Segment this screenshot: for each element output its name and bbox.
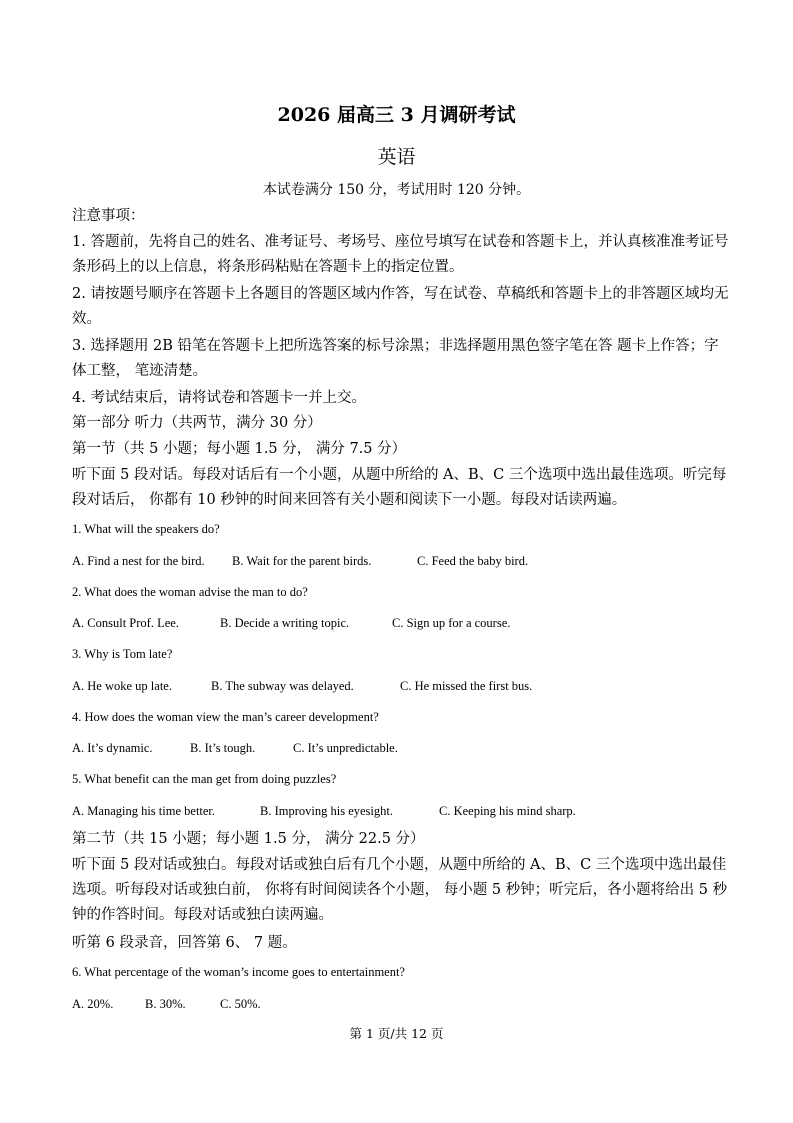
question-2: 2. What does the woman advise the man to do? <box>72 585 308 599</box>
option-b: B. Wait for the parent birds. <box>232 554 372 568</box>
notice-item-1: 1. 答题前，先将自己的姓名、准考证号、考场号、座位号填写在试卷和答题卡上，并认真核准准考证号条形码上的以上信息，将条形码粘贴在答题卡上的指定位置。 <box>72 234 729 275</box>
question-4-options <box>72 741 398 756</box>
page-number: 第 1 页/共 12 页 <box>349 1026 444 1041</box>
option-a: A. It’s dynamic. <box>72 741 153 755</box>
question-5-options <box>72 804 576 819</box>
option-b: B. It’s tough. <box>190 741 256 755</box>
question-4: 4. How does the woman view the man’s career development? <box>72 710 379 724</box>
option-c: C. It’s unpredictable. <box>293 741 398 755</box>
question-3: 3. Why is Tom late? <box>72 647 173 661</box>
exam-title: 2026 届高三 3 月调研考试 <box>277 104 516 126</box>
option-b: B. 30%. <box>145 997 186 1011</box>
section2-heading: 第二节（共 15 小题；每小题 1.5 分， 满分 22.5 分） <box>72 831 425 847</box>
option-a: A. Find a nest for the bird. <box>72 554 205 568</box>
part1-heading: 第一部分 听力（共两节，满分 30 分） <box>72 415 322 431</box>
question-1-options <box>72 554 528 569</box>
question-6: 6. What percentage of the woman’s income goes to entertainment? <box>72 965 405 979</box>
option-c: C. Sign up for a course. <box>392 616 511 630</box>
option-c: C. Keeping his mind sharp. <box>439 804 576 818</box>
notice-item-2: 2. 请按题号顺序在答题卡上各题目的答题区域内作答，写在试卷、草稿纸和答题卡上的非答题区域均无效。 <box>72 286 729 327</box>
option-b: B. Improving his eyesight. <box>260 804 393 818</box>
option-a: A. Consult Prof. Lee. <box>72 616 179 630</box>
section2-instructions: 听下面 5 段对话或独白。每段对话或独白后有几个小题，从题中所给的 A、B、C 三个选项中选出最佳选项。听每段对话或独白前， 你将有时间阅读各个小题， 每小题 5 秒钟；听完后，各小题将给出 5 秒钟的作答时间。每段对话或独白读两遍。 <box>72 857 728 923</box>
notice-item-3: 3. 选择题用 2B 铅笔在答题卡上把所选答案的标号涂黑；非选择题用黑色签字笔在答 题卡上作答；字体工整， 笔迹清楚。 <box>72 338 719 379</box>
option-a: A. 20%. <box>72 997 114 1011</box>
section1-heading: 第一节（共 5 小题；每小题 1.5 分， 满分 7.5 分） <box>72 441 407 457</box>
question-5: 5. What benefit can the man get from doing puzzles? <box>72 772 337 786</box>
option-c: C. Feed the baby bird. <box>417 554 529 568</box>
listen-6-instruction: 听第 6 段录音，回答第 6、 7 题。 <box>72 935 297 951</box>
question-6-options <box>72 997 261 1012</box>
option-c: C. 50%. <box>220 997 261 1011</box>
question-1: 1. What will the speakers do? <box>72 522 220 536</box>
question-3-options <box>72 679 532 694</box>
notice-heading: 注意事项： <box>72 208 145 224</box>
option-b: B. Decide a writing topic. <box>220 616 350 630</box>
option-b: B. The subway was delayed. <box>211 679 354 693</box>
score-info: 本试卷满分 150 分，考试用时 120 分钟。 <box>262 182 531 198</box>
section1-instructions: 听下面 5 段对话。每段对话后有一个小题，从题中所给的 A、B、C 三个选项中选出最佳选项。听完每段对话后， 你都有 10 秒钟的时间来回答有关小题和阅读下一小题。每段对话读两遍。 <box>72 467 727 508</box>
option-a: A. He woke up late. <box>72 679 172 693</box>
subject-title: 英语 <box>377 146 416 168</box>
notice-item-4: 4. 考试结束后，请将试卷和答题卡一并上交。 <box>72 390 366 406</box>
option-c: C. He missed the first bus. <box>400 679 533 693</box>
option-a: A. Managing his time better. <box>72 804 216 818</box>
question-2-options <box>72 616 510 631</box>
